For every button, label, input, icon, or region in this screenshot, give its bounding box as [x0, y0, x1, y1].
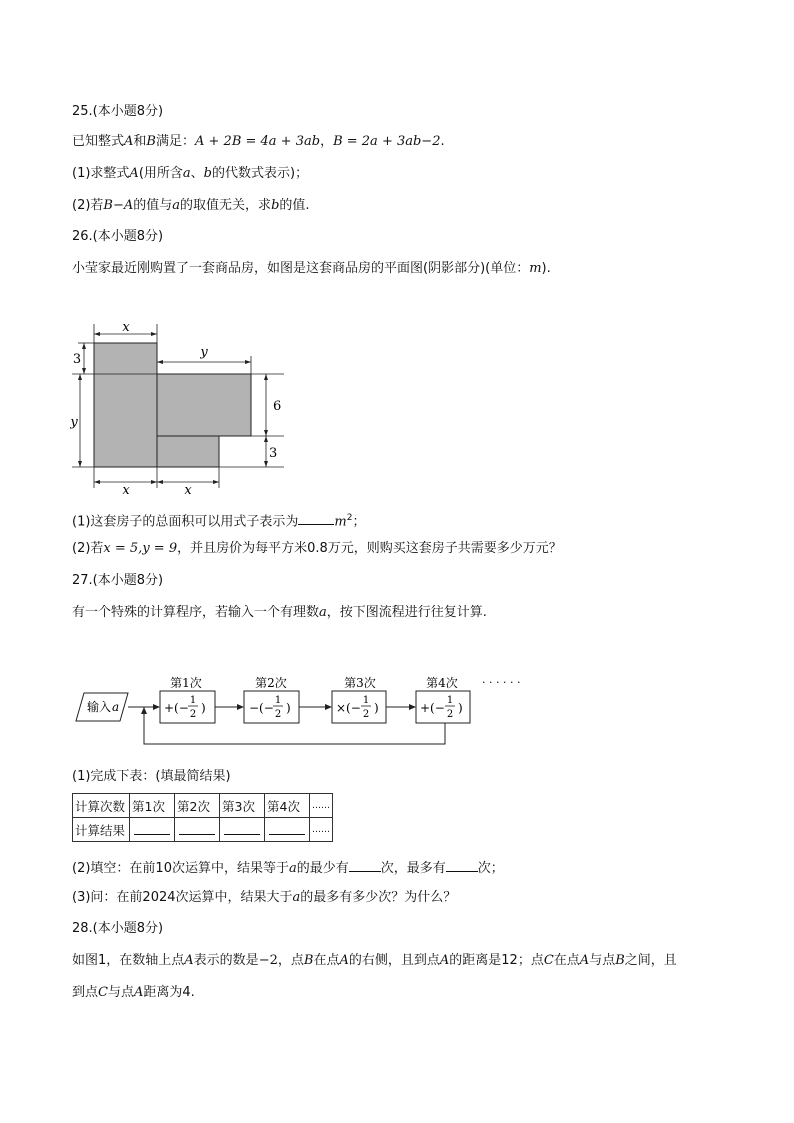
- answer-cell[interactable]: [130, 818, 175, 842]
- var-C: C: [98, 985, 108, 1000]
- number: 4: [182, 985, 191, 1000]
- paren: ): [286, 701, 291, 715]
- equation-2: B = 2a + 3ab−2: [333, 134, 441, 149]
- text: (2)若: [72, 541, 104, 556]
- var-C: C: [543, 953, 554, 968]
- text: (1)这套房子的总面积可以用式子表示为: [72, 514, 299, 530]
- step-4: [416, 675, 470, 723]
- q28-line1: [72, 952, 677, 970]
- room-right-bottom: [157, 436, 219, 467]
- step-2: [244, 675, 299, 723]
- answer-blank[interactable]: [349, 858, 381, 872]
- room-left: [94, 343, 157, 467]
- text: 次；: [477, 861, 504, 876]
- q26-part1: [72, 509, 366, 531]
- q28-line2: [72, 984, 195, 1002]
- q27-part3: [72, 889, 456, 907]
- text: 的值与: [133, 198, 173, 213]
- q27-part2: [72, 858, 504, 878]
- text: (2)填空：在前: [72, 861, 156, 876]
- table-header: 第2次: [175, 794, 220, 818]
- number: −2: [258, 953, 278, 968]
- text: 已知整式: [72, 134, 125, 149]
- text: .: [190, 985, 195, 1000]
- var-b: b: [203, 166, 212, 181]
- var-B: B: [303, 953, 314, 968]
- room-right-top: [157, 374, 251, 436]
- table-header: 第4次: [265, 794, 310, 818]
- label-6-right: 6: [273, 399, 282, 414]
- flow-ellipsis: · · · · · ·: [482, 676, 521, 689]
- text: 距离为: [143, 985, 183, 1000]
- var-b: b: [271, 198, 280, 213]
- frac-den: 2: [362, 709, 370, 720]
- text: 次运算中，结果等于: [171, 861, 289, 876]
- text: .: [440, 134, 445, 149]
- table-row: [73, 818, 333, 842]
- frac-num: 1: [189, 695, 197, 706]
- label-y-top: y: [200, 345, 208, 360]
- text: 有一个特殊的计算程序，若输入一个有理数: [72, 605, 320, 620]
- answer-cell[interactable]: [175, 818, 220, 842]
- var-a: a: [319, 605, 327, 620]
- input-var: a: [112, 700, 120, 714]
- frac-num: 1: [362, 695, 370, 706]
- text: ).: [541, 261, 551, 276]
- calc-table: [72, 793, 333, 842]
- text: 在点: [313, 953, 340, 968]
- label-x-bottom-right: x: [184, 483, 192, 494]
- q26-stem: [72, 260, 551, 278]
- table-row-label: 计算结果: [73, 818, 130, 842]
- label-x-bottom-left: x: [122, 483, 130, 494]
- flowchart-figure: [70, 672, 530, 750]
- text: 与点: [589, 953, 616, 968]
- text: 次，最多有: [380, 861, 446, 876]
- step-label: 第2次: [255, 676, 287, 690]
- step-op: +(−: [164, 701, 189, 715]
- var-A: A: [133, 985, 144, 1000]
- var-A: A: [579, 953, 590, 968]
- var-B: B: [615, 953, 625, 968]
- paren: ): [374, 701, 379, 715]
- step-op: −(−: [249, 701, 274, 715]
- answer-cell[interactable]: [220, 818, 265, 842]
- text: 、: [190, 166, 204, 181]
- text: 的代数式表示)；: [212, 166, 309, 181]
- frac-num: 1: [446, 695, 454, 706]
- text: 的取值无关，求: [180, 198, 272, 213]
- floor-plan-figure: [66, 318, 296, 494]
- text: (用所含: [138, 166, 183, 181]
- q27-part1: (1)完成下表：(填最简结果): [72, 769, 231, 784]
- step-op: +(−: [420, 701, 445, 715]
- q27-heading: 27.(本小题8分): [72, 573, 164, 588]
- condition-xy: x = 5,y = 9: [103, 541, 178, 556]
- q28-heading: 28.(本小题8分): [72, 921, 164, 936]
- text: 的最多有多少次？为什么？: [300, 890, 457, 905]
- step-label: 第1次: [170, 676, 202, 690]
- step-3: [332, 675, 386, 723]
- step-1: [160, 675, 215, 723]
- var-A: A: [124, 134, 134, 149]
- text: 的右侧，且到点: [348, 953, 440, 968]
- var-A: A: [129, 166, 139, 181]
- number: 10: [155, 861, 172, 876]
- table-cell: ……: [310, 818, 333, 842]
- answer-blank[interactable]: [298, 511, 334, 525]
- var-a: a: [288, 861, 297, 876]
- frac-den: 2: [274, 709, 282, 720]
- text: 和: [133, 134, 147, 149]
- q25-part1: [72, 165, 308, 183]
- text: ；: [352, 514, 366, 530]
- step-label: 第4次: [426, 676, 458, 690]
- text: (3)问：在前: [72, 890, 143, 905]
- number: 12: [501, 953, 518, 968]
- label-3-left: 3: [72, 352, 82, 367]
- text: 如图1，在数轴上点: [72, 953, 185, 968]
- text: 之间，且: [624, 953, 677, 968]
- answer-cell[interactable]: [265, 818, 310, 842]
- price: 0.8: [307, 541, 328, 556]
- number: 2024: [142, 890, 176, 905]
- q25-heading: 25.(本小题8分): [72, 104, 164, 119]
- answer-blank[interactable]: [446, 858, 478, 872]
- var-B: B: [146, 134, 156, 149]
- paren: ): [201, 701, 206, 715]
- text: 次运算中，结果大于: [175, 890, 293, 905]
- label-3-right: 3: [269, 446, 278, 461]
- equation-1: A + 2B = 4a + 3ab: [195, 134, 321, 149]
- unit-m: m: [529, 261, 542, 276]
- q26-heading: 26.(本小题8分): [72, 229, 164, 244]
- text: 的距离是: [449, 953, 502, 968]
- expr-B-minus-A: B−A: [103, 198, 134, 213]
- text: 到点: [72, 985, 99, 1000]
- frac-den: 2: [446, 709, 454, 720]
- var-a: a: [292, 890, 301, 905]
- table-header: 第3次: [220, 794, 265, 818]
- table-header: ……: [310, 794, 333, 818]
- text: ，点: [277, 953, 304, 968]
- text: 满足：: [155, 134, 195, 149]
- frac-den: 2: [189, 709, 197, 720]
- text: 的值.: [279, 198, 310, 213]
- text: 小莹家最近刚购置了一套商品房，如图是这套商品房的平面图(阴影部分)(单位：: [72, 261, 530, 276]
- label-y-left: y: [70, 415, 78, 430]
- text: 与点: [107, 985, 134, 1000]
- label-x-top: x: [122, 320, 130, 335]
- var-A: A: [184, 953, 194, 968]
- text: (1)求整式: [72, 166, 130, 181]
- q25-stem: [72, 133, 445, 151]
- q26-part2: [72, 540, 562, 558]
- step-label: 第3次: [344, 676, 376, 690]
- text: (2)若: [72, 198, 104, 213]
- var-A: A: [439, 953, 450, 968]
- text: ，: [320, 134, 334, 149]
- q25-part2: [72, 197, 310, 215]
- table-row: [73, 794, 333, 818]
- table-header: 计算次数: [73, 794, 130, 818]
- q27-stem: [72, 604, 487, 622]
- text: ，按下图流程进行往复计算.: [326, 605, 487, 620]
- text: ；点: [517, 953, 544, 968]
- superscript: 2: [346, 513, 353, 523]
- text: 在点: [553, 953, 580, 968]
- text: 表示的数是: [193, 953, 259, 968]
- paren: ): [458, 701, 463, 715]
- var-a: a: [172, 198, 181, 213]
- text: ，并且房价为每平方米: [177, 541, 308, 556]
- table-header: 第1次: [130, 794, 175, 818]
- var-A: A: [339, 953, 349, 968]
- step-op: ×(−: [336, 701, 361, 715]
- text: 万元，则购买这套房子共需要多少万元？: [327, 541, 562, 556]
- unit-m: m: [334, 514, 347, 530]
- frac-num: 1: [274, 695, 282, 706]
- input-label: 输入: [87, 700, 112, 714]
- var-a: a: [182, 166, 191, 181]
- text: 的最少有: [296, 861, 349, 876]
